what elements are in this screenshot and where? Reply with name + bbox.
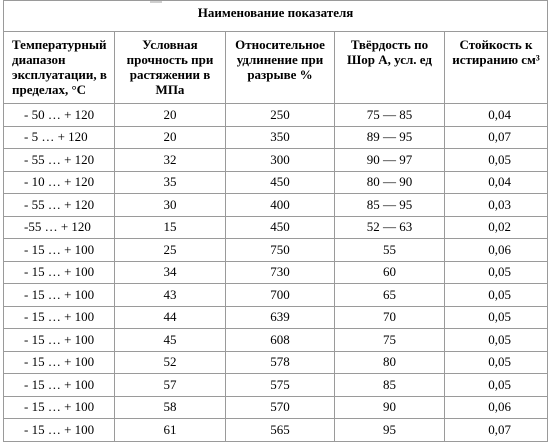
cell-abrasion: 0,06: [445, 239, 548, 262]
cell-abrasion: 0,05: [445, 374, 548, 397]
cell-temperature: - 50 … + 120: [4, 104, 115, 127]
table-row: [4, 396, 548, 419]
cell-hardness: 52 — 63: [335, 216, 445, 239]
cell-elongation: 450: [226, 216, 335, 239]
cell-abrasion: 0,02: [445, 216, 548, 239]
cell-abrasion: 0,04: [445, 171, 548, 194]
properties-table: [3, 0, 548, 442]
header-tensile-strength: Условная прочность при растяжении в МПа: [115, 32, 226, 104]
cell-strength: 20: [115, 104, 226, 127]
cell-temperature: - 5 … + 120: [4, 126, 115, 149]
table-row: [4, 126, 548, 149]
table-row: [4, 351, 548, 374]
header-shore-hardness: Твёрдость по Шор А, усл. ед: [335, 32, 445, 104]
cell-temperature: - 15 … + 100: [4, 306, 115, 329]
table-row: [4, 171, 548, 194]
cell-temperature: - 15 … + 100: [4, 329, 115, 352]
title-row: [4, 1, 548, 32]
cell-abrasion: 0,05: [445, 261, 548, 284]
cell-temperature: - 15 … + 100: [4, 351, 115, 374]
cell-elongation: 730: [226, 261, 335, 284]
cell-strength: 34: [115, 261, 226, 284]
cell-hardness: 75 — 85: [335, 104, 445, 127]
cell-temperature: - 15 … + 100: [4, 239, 115, 262]
cell-abrasion: 0,07: [445, 126, 548, 149]
table-row: [4, 194, 548, 217]
table-title-text: Наименование показателя: [197, 5, 354, 20]
table-row: [4, 329, 548, 352]
cell-strength: 20: [115, 126, 226, 149]
cell-temperature: - 15 … + 100: [4, 261, 115, 284]
header-abrasion-resistance: Стойкость к истиранию см³: [445, 32, 548, 104]
cell-abrasion: 0,04: [445, 104, 548, 127]
cell-elongation: 565: [226, 419, 335, 442]
header-elongation: Относительное удлинение при разрыве %: [226, 32, 335, 104]
table-row: [4, 306, 548, 329]
cell-strength: 58: [115, 396, 226, 419]
cell-elongation: 575: [226, 374, 335, 397]
cell-hardness: 55: [335, 239, 445, 262]
cell-elongation: 450: [226, 171, 335, 194]
cell-elongation: 300: [226, 149, 335, 172]
cell-temperature: - 55 … + 120: [4, 149, 115, 172]
cell-strength: 44: [115, 306, 226, 329]
cell-strength: 45: [115, 329, 226, 352]
cell-hardness: 95: [335, 419, 445, 442]
cell-strength: 25: [115, 239, 226, 262]
cell-hardness: 80 — 90: [335, 171, 445, 194]
cell-strength: 30: [115, 194, 226, 217]
cell-hardness: 80: [335, 351, 445, 374]
cell-hardness: 60: [335, 261, 445, 284]
cell-elongation: 639: [226, 306, 335, 329]
cell-hardness: 70: [335, 306, 445, 329]
table-row: [4, 104, 548, 127]
table-row: [4, 261, 548, 284]
cell-hardness: 89 — 95: [335, 126, 445, 149]
cell-elongation: 608: [226, 329, 335, 352]
cell-strength: 15: [115, 216, 226, 239]
cell-abrasion: 0,07: [445, 419, 548, 442]
cell-hardness: 85: [335, 374, 445, 397]
table-container: [3, 0, 547, 442]
cell-temperature: - 10 … + 120: [4, 171, 115, 194]
table-title: [4, 1, 548, 32]
cell-hardness: 85 — 95: [335, 194, 445, 217]
cell-abrasion: 0,05: [445, 284, 548, 307]
cell-hardness: 75: [335, 329, 445, 352]
cell-strength: 32: [115, 149, 226, 172]
header-row: [4, 32, 548, 104]
cell-abrasion: 0,06: [445, 396, 548, 419]
cell-abrasion: 0,05: [445, 351, 548, 374]
cell-strength: 57: [115, 374, 226, 397]
cell-abrasion: 0,05: [445, 329, 548, 352]
cell-temperature: - 15 … + 100: [4, 419, 115, 442]
cell-hardness: 65: [335, 284, 445, 307]
table-row: [4, 374, 548, 397]
cell-abrasion: 0,03: [445, 194, 548, 217]
cell-elongation: 570: [226, 396, 335, 419]
table-row: [4, 284, 548, 307]
table-row: [4, 149, 548, 172]
cell-strength: 52: [115, 351, 226, 374]
table-row: [4, 239, 548, 262]
cell-elongation: 578: [226, 351, 335, 374]
cell-temperature: - 55 … + 120: [4, 194, 115, 217]
cell-strength: 61: [115, 419, 226, 442]
cell-temperature: - 15 … + 100: [4, 374, 115, 397]
cell-temperature: - 15 … + 100: [4, 396, 115, 419]
cell-elongation: 350: [226, 126, 335, 149]
cell-abrasion: 0,05: [445, 149, 548, 172]
cell-hardness: 90 — 97: [335, 149, 445, 172]
cell-elongation: 700: [226, 284, 335, 307]
cell-abrasion: 0,05: [445, 306, 548, 329]
cell-temperature: -55 … + 120: [4, 216, 115, 239]
table-row: [4, 419, 548, 442]
cell-strength: 35: [115, 171, 226, 194]
cell-elongation: 250: [226, 104, 335, 127]
header-temperature-range: Температурный диапазон эксплуатации, в пределах, °С: [4, 32, 115, 104]
cell-temperature: - 15 … + 100: [4, 284, 115, 307]
cell-strength: 43: [115, 284, 226, 307]
table-row: [4, 216, 548, 239]
cell-elongation: 400: [226, 194, 335, 217]
cell-elongation: 750: [226, 239, 335, 262]
cell-hardness: 90: [335, 396, 445, 419]
